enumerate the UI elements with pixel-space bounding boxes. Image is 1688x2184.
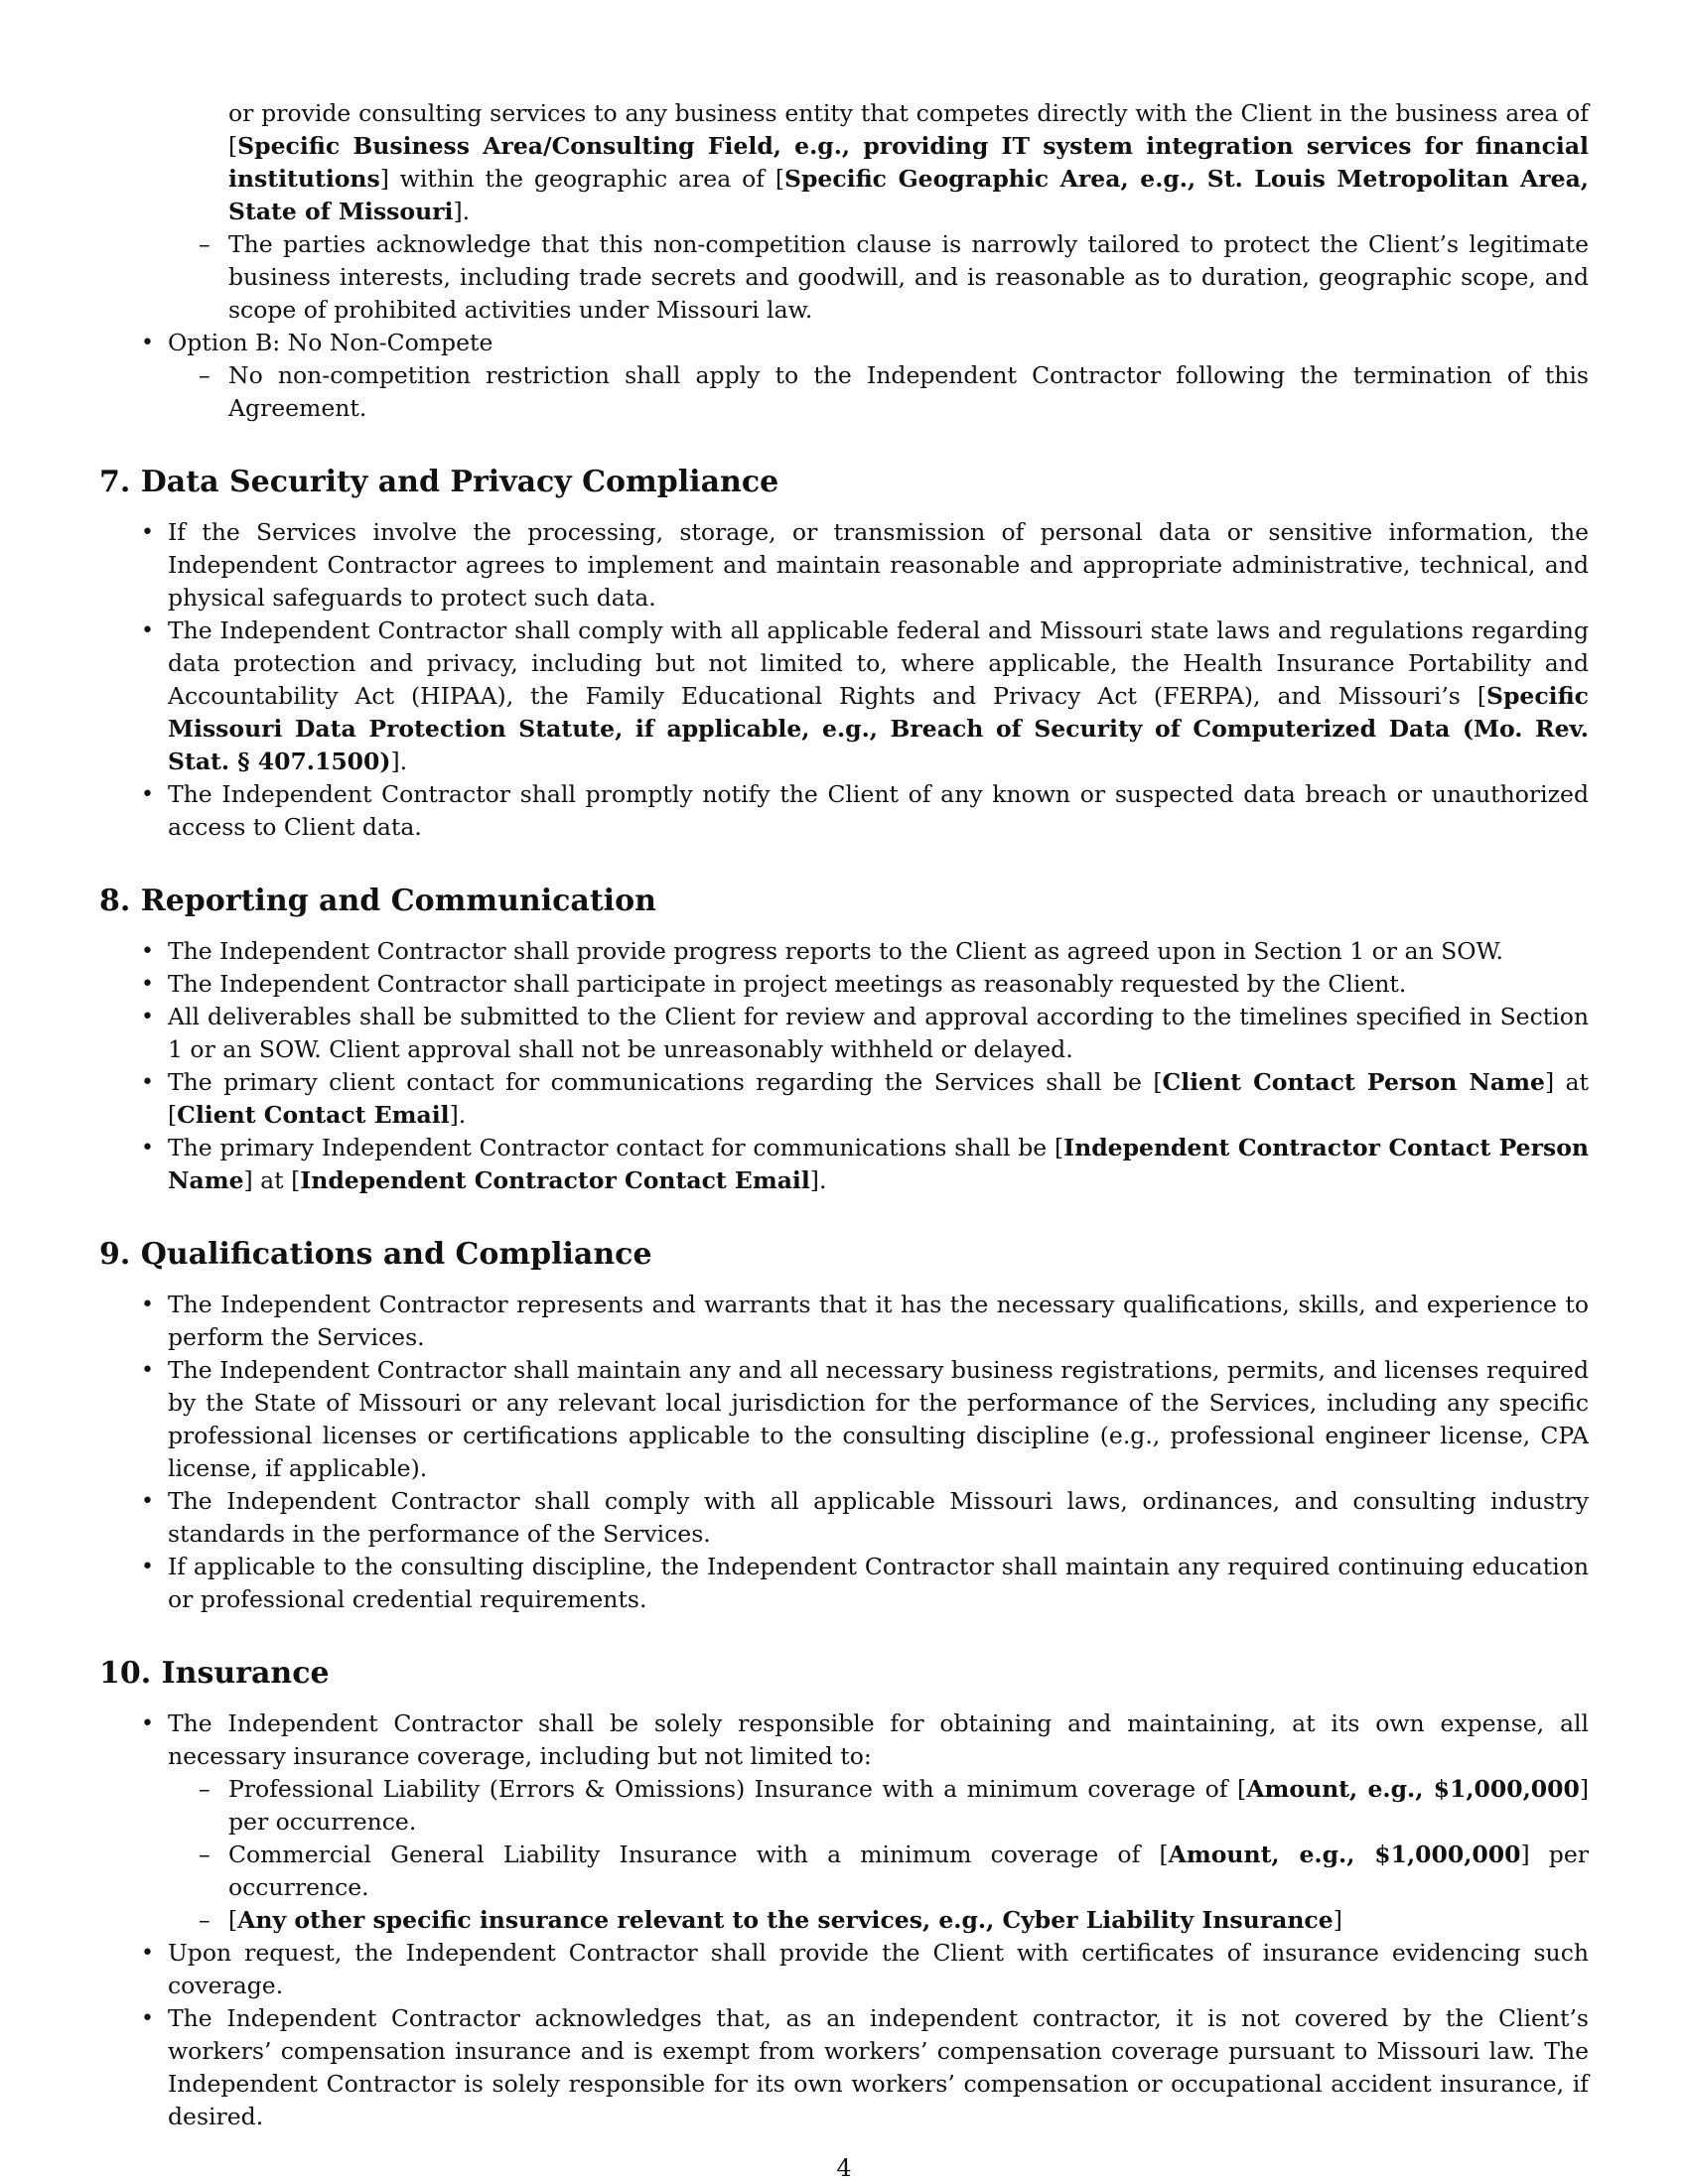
section-8-heading: 8. Reporting and Communication — [99, 884, 656, 918]
s8-bullet-3: • All deliverables shall be submitted to the Client for review and approval according to the timelines specified in Section 1 or an SOW. Client approval shall not be unreasonably withheld or delayed. — [168, 1001, 1589, 1066]
s10-other-insurance: – [Any other specific insurance relevant to the services, e.g., Cyber Liability Insurance] — [228, 1904, 1589, 1937]
s9-bullet-1: • The Independent Contractor represents and warrants that it has the necessary qualifications, skills, and experience to perform the Services. — [168, 1289, 1589, 1354]
s9-bullet-3: • The Independent Contractor shall comply with all applicable Missouri laws, ordinances, and consulting industry standards in the performance of the Services. — [168, 1485, 1589, 1551]
s9-bullet-2: • The Independent Contractor shall maintain any and all necessary business registrations, permits, and licenses required by the State of Missouri or any relevant local jurisdiction for the performance of the Services, including any specific professional licenses or certifications applicable to the consulting discipline (e.g., professional engineer license, CPA license, if applicable). — [168, 1354, 1589, 1485]
option-b: • Option B: No Non-Compete — [168, 327, 1589, 359]
s8-bullet-1: • The Independent Contractor shall provide progress reports to the Client as agreed upon in Section 1 or an SOW. — [168, 935, 1589, 968]
section-7-heading: 7. Data Security and Privacy Compliance — [99, 465, 779, 499]
s7-bullet-1: • If the Services involve the processing, storage, or transmission of personal data or sensitive information, the Independent Contractor agrees to implement and maintain reasonable and appropriate administrative, technical, and physical safeguards to protect such data. — [168, 516, 1589, 614]
section-9-heading: 9. Qualifications and Compliance — [99, 1237, 652, 1272]
s8-bullet-5: • The primary Independent Contractor contact for communications shall be [Independent Contractor Contact Person Name] at [Independent Contractor Contact Email]. — [168, 1132, 1589, 1197]
document-page — [99, 97, 1589, 2133]
option-b-detail: – No non-competition restriction shall apply to the Independent Contractor following the termination of this Agreement. — [228, 359, 1589, 425]
s10-bullet-1: • The Independent Contractor shall be solely responsible for obtaining and maintaining, at its own expense, all necessary insurance coverage, including but not limited to: — [168, 1707, 1589, 1773]
s10-general-liability: – Commercial General Liability Insurance with a minimum coverage of [Amount, e.g., $1,000,000] per occurrence. — [228, 1839, 1589, 1904]
s7-bullet-3: • The Independent Contractor shall promptly notify the Client of any known or suspected data breach or unauthorized access to Client data. — [168, 778, 1589, 844]
noncompete-continuation: or provide consulting services to any business entity that competes directly with the Client in the business area of [Specific Business Area/Consulting Field, e.g., providing IT system integration services for financial institutions] within the geographic area of [Specific Geographic Area, e.g., St. Louis Metropolitan Area, State of Missouri]. — [228, 99, 1589, 225]
s10-bullet-3: • The Independent Contractor acknowledges that, as an independent contractor, it is not covered by the Client’s workers’ compensation insurance and is exempt from workers’ compensation coverage pursuant to Missouri law. The Independent Contractor is solely responsible for its own workers’ compensation or occupational accident insurance, if desired. — [168, 2002, 1589, 2133]
s10-professional-liability: – Professional Liability (Errors & Omissions) Insurance with a minimum coverage of [Amount, e.g., $1,000,000] per occurrence. — [228, 1773, 1589, 1839]
s9-bullet-4: • If applicable to the consulting discipline, the Independent Contractor shall maintain any required continuing education or professional credential requirements. — [168, 1551, 1589, 1616]
section-10-heading: 10. Insurance — [99, 1656, 330, 1691]
s8-bullet-2: • The Independent Contractor shall participate in project meetings as reasonably requested by the Client. — [168, 968, 1589, 1001]
s7-bullet-2: • The Independent Contractor shall comply with all applicable federal and Missouri state laws and regulations regarding data protection and privacy, including but not limited to, where applicable, the Health Insurance Portability and Accountability Act (HIPAA), the Family Educational Rights and Privacy Act (FERPA), and Missouri’s [Specific Missouri Data Protection Statute, if applicable, e.g., Breach of Security of Computerized Data (Mo. Rev. Stat. § 407.1500)]. — [168, 614, 1589, 778]
page-number: 4 — [836, 2154, 852, 2182]
s8-bullet-4: • The primary client contact for communications regarding the Services shall be [Client Contact Person Name] at [Client Contact Email]. — [168, 1066, 1589, 1132]
noncompete-acknowledgement: – The parties acknowledge that this non-competition clause is narrowly tailored to protect the Client’s legitimate business interests, including trade secrets and goodwill, and is reasonable as to duration, geographic scope, and scope of prohibited activities under Missouri law. — [228, 228, 1589, 327]
s10-bullet-2: • Upon request, the Independent Contractor shall provide the Client with certificates of insurance evidencing such coverage. — [168, 1937, 1589, 2002]
